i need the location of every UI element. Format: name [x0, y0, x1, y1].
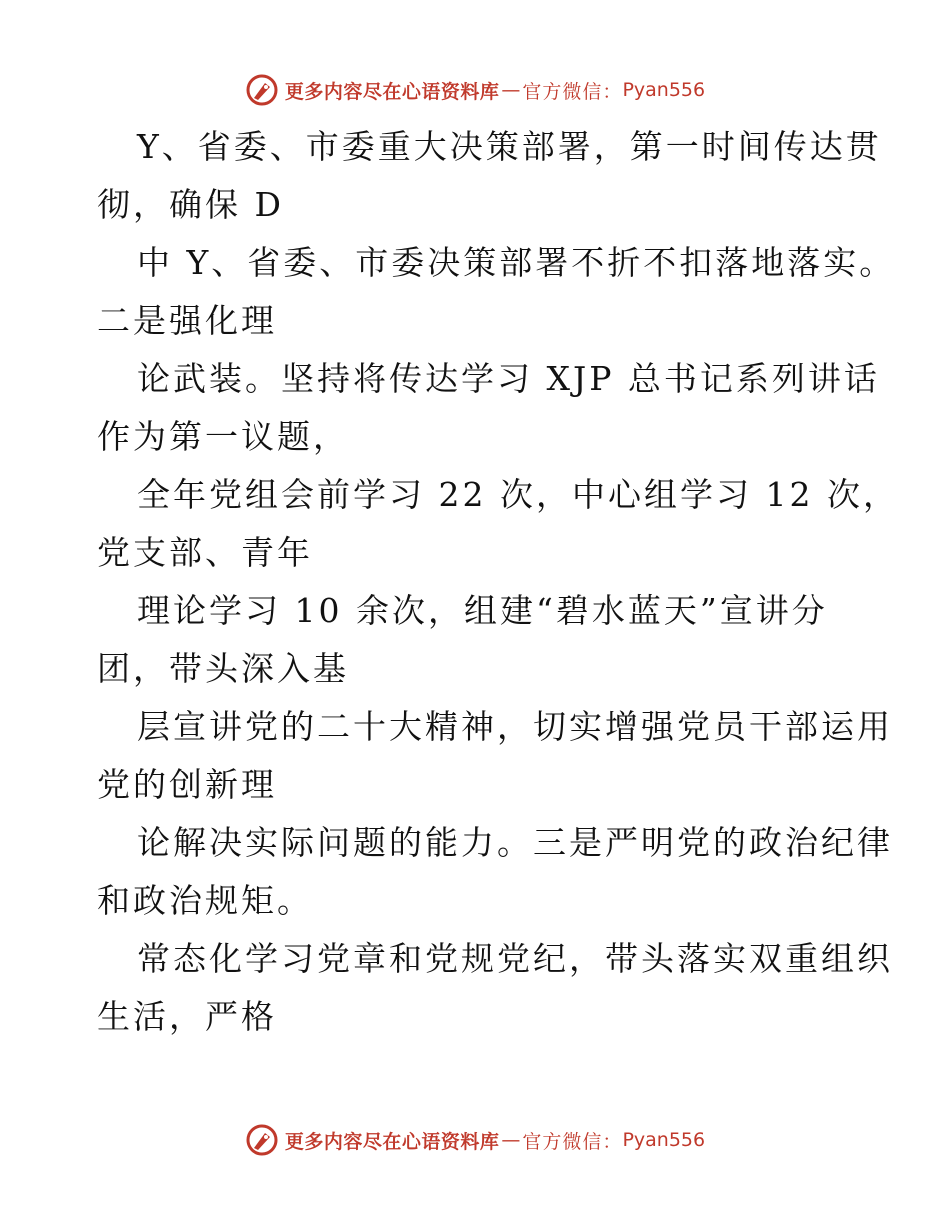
- wechat-id: Pyan556: [622, 1129, 706, 1151]
- body-line: 论武装。坚持将传达学习 XJP 总书记系列讲话: [137, 359, 880, 398]
- wechat-label: 官方微信：: [522, 1130, 623, 1153]
- body-line: 全年党组会前学习 22 次，中心组学习 12 次，: [137, 475, 899, 514]
- brand-text: 更多内容尽在心语资料库: [284, 80, 500, 103]
- header-watermark-banner: [0, 70, 950, 110]
- body-line: 层宣讲党的二十大精神，切实增强党员干部运用: [137, 707, 893, 746]
- banner-dash: —: [501, 1129, 521, 1151]
- body-line: 党的创新理: [97, 765, 277, 804]
- footer-watermark-banner: [0, 1120, 950, 1160]
- document-body: [97, 118, 899, 1046]
- body-line: 党支部、青年: [97, 533, 313, 572]
- body-line: 团，带头深入基: [97, 649, 349, 688]
- body-line: 中 Y、省委、市委决策部署不折不扣落地落实。: [137, 243, 896, 282]
- wechat-id: Pyan556: [622, 79, 706, 101]
- body-line: 二是强化理: [97, 301, 277, 340]
- body-line: 彻，确保 D: [97, 185, 284, 224]
- brand-text: 更多内容尽在心语资料库: [284, 1130, 500, 1153]
- body-line: 和政治规矩。: [97, 881, 313, 920]
- body-line: 生活，严格: [97, 997, 277, 1036]
- banner-dash: —: [501, 79, 521, 101]
- body-line: 常态化学习党章和党规党纪，带头落实双重组织: [137, 939, 893, 978]
- body-line: Y、省委、市委重大决策部署，第一时间传达贯: [137, 127, 882, 166]
- body-line: 作为第一议题，: [97, 417, 349, 456]
- pen-nib-circle-icon: [245, 73, 279, 107]
- pen-nib-circle-icon: [245, 1123, 279, 1157]
- body-line: 论解决实际问题的能力。三是严明党的政治纪律: [137, 823, 893, 862]
- wechat-label: 官方微信：: [522, 80, 623, 103]
- body-line: 理论学习 10 余次，组建“碧水蓝天”宣讲分: [137, 591, 828, 630]
